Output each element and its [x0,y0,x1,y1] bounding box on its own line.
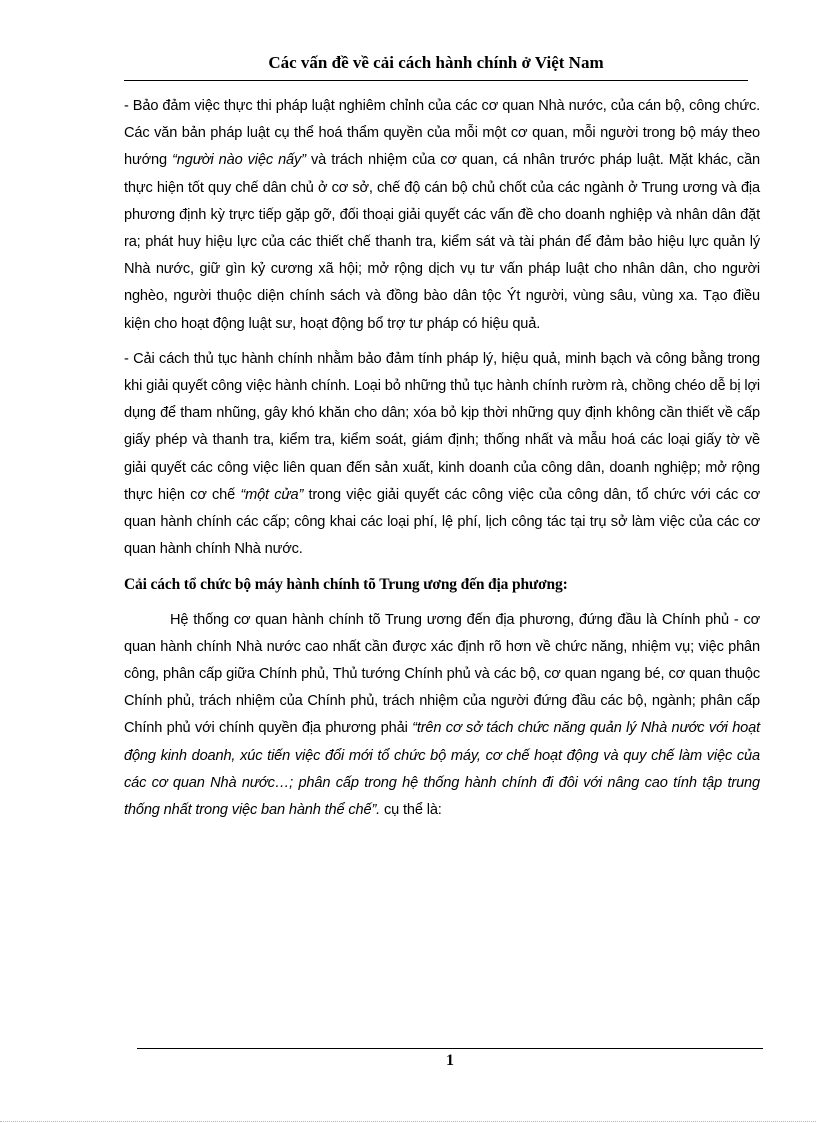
paragraph-admin-apparatus [124,607,760,825]
running-header-title: Các vấn đề về cải cách hành chính ở Việt Nam [268,53,604,72]
paragraph-text: - Cải cách thủ tục hành chính nhằm bảo đảm tính pháp lý, hiệu quả, minh bạch và công bằng trong khi giải quyết công việc hành chính. Loại bỏ những thủ tục hành chính rườm rà, chồng chéo dễ bị lợi dụng để tham nhũng, gây khó khăn cho dân; xóa bỏ kịp thời những quy định không cần thiết về cấp giấy phép và thanh tra, kiểm tra, kiểm soát, giám định; thống nhất và mẫu hoá các loại giấy tờ về giải quyết các công việc liên quan đến sản xuất, kinh doanh của công dân, doanh nghiệp; mở rộng thực hiện cơ chế [124,350,760,503]
italic-quote: “trên cơ sở tách chức năng quản lý Nhà nước với hoạt động kinh doanh, xúc tiến việc đổi mới tổ chức bộ máy, cơ chế hoạt động và quy chế làm việc của các cơ quan Nhà nước…; phân cấp trong hệ thống hành chính đi đôi với nâng cao tính tập trung thống nhất trong việc ban hành thể chế”. [124,720,760,819]
page-edge-divider [0,1121,816,1122]
paragraph-text: và trách nhiệm của cơ quan, cá nhân trước pháp luật. Mặt khác, cần thực hiện tốt quy chế dân chủ ở cơ sở, chế độ cán bộ chủ chốt của các ngành ở Trung ương và địa phương định kỳ trực tiếp gặp gỡ, đối thoại giải quyết các vấn đề cho doanh nghiệp và nhân dân đặt ra; phát huy hiệu lực của các thiết chế thanh tra, kiểm sát và tài phán để đảm bảo hiệu lực quản lý Nhà nước, giữ gìn kỷ cương xã hội; mở rộng dịch vụ tư vấn pháp luật cho nhân dân, cho người nghèo, người thuộc diện chính sách và đồng bào dân tộc Ýt người, vùng sâu, vùng xa. Tạo điều kiện cho hoạt động luật sư, hoạt động bổ trợ tư pháp có hiệu quả. [124,152,761,332]
paragraph-text: trong việc giải quyết các công việc của công dân, tổ chức với các cơ quan hành chính các cấp; công khai các loại phí, lệ phí, lịch công tác tại trụ sở làm việc của các cơ quan hành chính Nhà nước. [124,486,761,558]
section-heading: Cải cách tổ chức bộ máy hành chính tõ Trung ương đến địa phương: [124,576,568,594]
paragraph-text: - Bảo đảm việc thực thi pháp luật nghiêm chỉnh của các cơ quan Nhà nước, của cán bộ, công chức. Các văn bản pháp luật cụ thể hoá thẩm quyền của mỗi một cơ quan, mỗi người trong bộ máy theo hướng [124,98,760,169]
paragraph-text: Hệ thống cơ quan hành chính tõ Trung ương đến địa phương, đứng đầu là Chính phủ - cơ quan hành chính Nhà nước cao nhất cần được xác định rõ hơn về chức năng, nhiệm vụ; việc phân công, phân cấp giữa Chính phủ, Thủ tướng Chính phủ và các bộ, cơ quan ngang bé, cơ quan thuộc Chính phủ, trách nhiệm của Chính phủ, trách nhiệm của người đứng đầu các bộ, ngành; phân cấp Chính phủ với chính quyền địa phương phải [124,611,760,737]
page-number: 1 [446,1052,454,1069]
italic-quote: “một cửa” [240,486,304,503]
document-body [124,93,760,832]
paragraph-admin-procedure-reform [124,346,760,564]
paragraph-text: cụ thể là: [380,802,442,819]
paragraph-law-enforcement [124,93,760,338]
italic-quote: “người nào việc nấy” [172,152,306,169]
header-rule [124,80,748,81]
footer-rule [137,1048,763,1049]
